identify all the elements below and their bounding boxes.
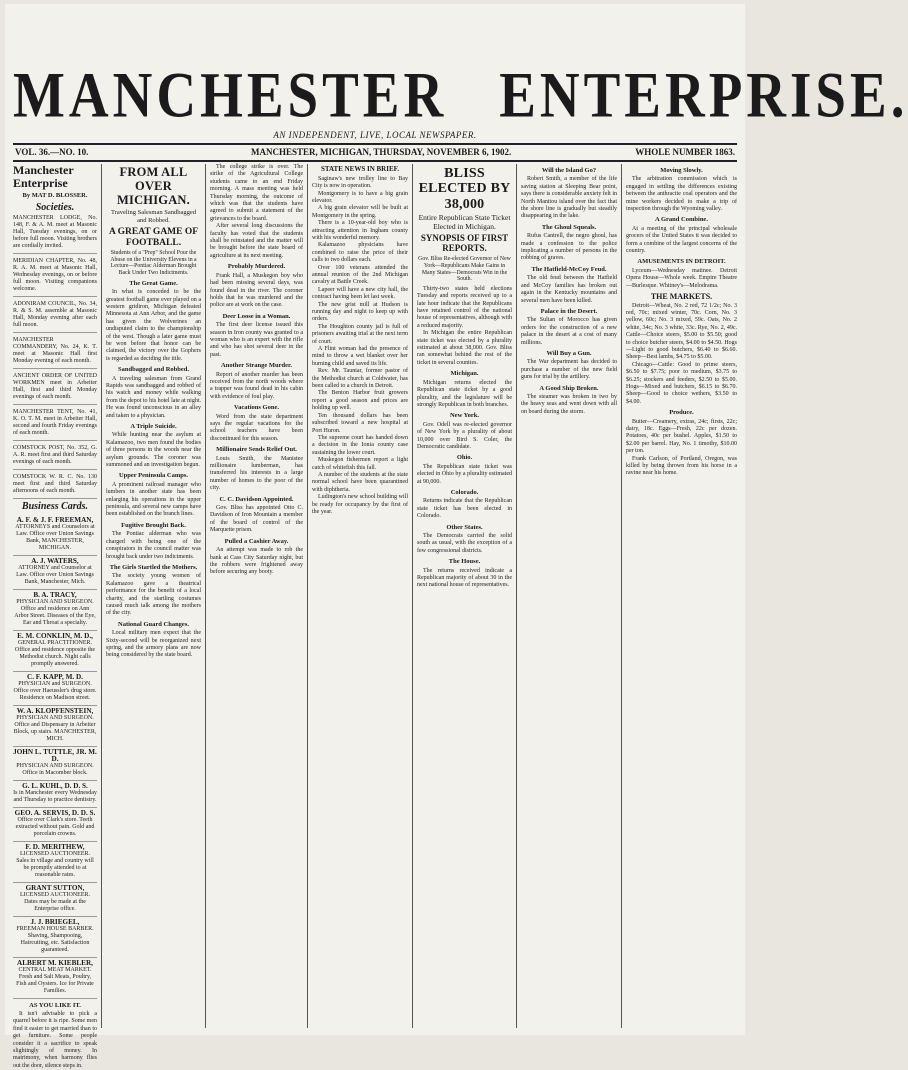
card-line: PHYSICIAN and SURGEON. Office over Haeussler's drug store. Residence on Madison street. (13, 680, 97, 701)
article-paragraph: The old feud between the Hatfield and McCoy families has broken out again in the Kentucky mountains and several men have been killed. (521, 275, 617, 304)
directory-column (13, 163, 97, 1069)
brief-item: There is a 10-year-old boy who is attracting attention in Ingham county with his wonderful memory. (312, 220, 408, 241)
card-line: Office over Clark's store. Teeth extracted without pain. Gold and porcelain crowns. (15, 816, 95, 837)
card-line: LICENSED AUCTIONEER. Sales in village and country will be promptly attended to at reasonable rates. (16, 850, 94, 878)
business-card (13, 706, 97, 747)
card-name: ALBERT M. KIEBLER, (17, 958, 93, 967)
tagline: AN INDEPENDENT, LIVE, LOCAL NEWSPAPER. (273, 130, 477, 140)
card-line: ATTORNEY and Counselor at Law. Office over Union Savings Bank, Manchester, Mich. (16, 564, 94, 585)
article-paragraph: The Sultan of Morocco has given orders for the construction of a new palace in the desert at a cost of many millions. (521, 317, 617, 346)
brief-item: Montgomery is to have a big grain elevator. (312, 190, 408, 204)
card-name: JOHN L. TUTTLE, JR. M. D. (13, 747, 97, 763)
volume-number: VOL. 36.—NO. 10. (15, 147, 89, 157)
subhead: Another Strange Murder. (221, 362, 292, 370)
article-paragraph: The Pontiac alderman who was charged with being one of the conspirators in the council matter was brought back under two indictments. (106, 531, 201, 560)
subhead: Probably Murdered. (227, 263, 286, 271)
card-name: J. J. BRIEGEL, (30, 917, 80, 926)
article-paragraph: The society young women of Kalamazoo gave a theatrical performance for the benefit of a local charity, and the startling costumes caused much talk among the mothers of the city. (106, 573, 201, 617)
article-paragraph: Local military men expect that the Sixty-second will be reorganized next spring, and the armory plans are now being considered by the state board. (106, 630, 201, 659)
article-paragraph: In what is conceded to be the greatest football game ever played on a western gridiron, Michigan defeated Minnesota at Ann Arbor, and the game has given the Wolverines an undisputed claim to the championship of the west. Though a later game must be won before that honor can be claimed, the victory over the Gophers is regarded as deciding the title. (106, 289, 201, 362)
dek-synopsis: Gov. Bliss Re-elected Governor of New York—Republicans Make Gains in Many States—Democrats Win in the South. (418, 256, 511, 283)
article-paragraph: Report of another murder has been received from the north woods where a trapper was found dead in his cabin with evidence of foul play. (210, 371, 303, 400)
michigan-news-column (106, 164, 201, 1028)
business-card (13, 958, 97, 999)
subhead: Palace in the Desert. (540, 307, 598, 315)
business-card (13, 672, 97, 706)
news-column-3 (210, 164, 303, 1028)
subhead: Vacations Gone. (234, 404, 279, 412)
subhead: Fugitive Brought Back. (121, 521, 186, 529)
business-card (13, 515, 97, 556)
card-name: A. J. WATERS, (31, 556, 79, 565)
card-line: PHYSICIAN AND SURGEON. Office in Macomber block. (16, 762, 94, 776)
headline-state-news: STATE NEWS IN BRIEF. (320, 165, 400, 173)
card-name: G. L. KUHL, D. D. S. (22, 781, 88, 790)
societies-heading: Societies. (35, 201, 75, 213)
article-paragraph: Louis Smith, the Manistee millionaire lumberman, has transferred his interests in a large number of homes to the poor of the city. (210, 455, 303, 492)
subhead: The Ghoul Squeals. (541, 223, 597, 231)
column-rule (307, 164, 308, 1028)
society-entry: MANCHESTER COMMANDERY, No. 24, K. T. meet at Masonic Hall first Monday evening of each month. (13, 337, 97, 369)
as-you-like-it-text: It isn't advisable to pick a quarrel before it is ripe. Some men find it easier to get married than to get furniture. Some people consider it a sacrifice to speak slightingly of money. In matrimony, when harmony flies out the door, silence steps in. (13, 1011, 97, 1069)
business-card (13, 747, 97, 781)
card-name: F. D. MERITHEW, (25, 842, 85, 851)
brief-item: The Benton Harbor fruit growers report a good season and prices are holding up well. (312, 390, 408, 412)
subhead: Moving Slowly. (660, 167, 703, 174)
subhead: C. C. Davidson Appointed. (219, 495, 294, 503)
article-paragraph: A prominent railroad manager who lumbers in another state has been enlarging his operations in the upper peninsula, and several new camps have been established on the branch lines. (106, 481, 201, 518)
card-line: PHYSICIAN AND SURGEON. Office and Dispensary in Arbeiter Block, up stairs. MANCHESTER, MICH. (13, 714, 97, 742)
article-paragraph: After several long discussions the faculty has voted that the students shall be reinstated and the matter will be brought before the state board of agriculture at its next meeting. (210, 223, 303, 259)
article-paragraph: An attempt was made to rob the bank at Cass City Saturday night, but the robbers were frightened away before securing any booty. (210, 547, 303, 576)
subhead: Pulled a Cashier Away. (224, 537, 289, 545)
business-card (13, 781, 97, 808)
subhead: The Hatfield-McCoy Feud. (531, 265, 607, 273)
brief-item: The supreme court has handed down a decision in the Ionia county case sustaining the lower court. (312, 434, 408, 456)
directory-byline: By MAT D. BLOSSER. (22, 192, 88, 200)
brief-item: Over 100 veterans attended the annual reunion of the 2nd Michigan cavalry at Battle Creek. (312, 264, 408, 286)
article-paragraph: Butter—Creamery, extras, 24c; firsts, 22c; dairy, 18c. Eggs—Fresh, 22c per dozen. Potatoes, 40c per bushel. Apples, $1.50 to $2.00 per barrel. Hay, No. 1 timothy, $10.00 per ton. (626, 418, 737, 455)
card-line: PHYSICIAN AND SURGEON. Office and residence on Ann Arbor Street. Diseases of the Eye, Ear and Throat a specialty. (14, 598, 96, 626)
subhead: Deer Loose in a Woman. (222, 312, 291, 320)
brief-item: A big grain elevator will be built at Montgomery in the spring. (312, 205, 408, 219)
brief-item: Ludington's new school building will be ready for occupancy by the first of the year. (312, 494, 408, 515)
article-paragraph: The Democrats carried the solid south as usual, with the exception of a few congressional districts. (417, 533, 512, 554)
card-name: GEO. A. SERVIS, D. D. S. (14, 808, 96, 817)
article-paragraph: Robert Smith, a member of the life saving station at Sleeping Bear point, says there is considerable anxiety felt in North Manitou island over the fact that the shore line is gradually but steadily disappearing in the lake. (521, 176, 617, 220)
subhead: National Guard Changes. (118, 620, 189, 628)
article-paragraph: A traveling salesman from Grand Rapids was sandbagged and robbed of his watch and money while walking from the depot to his hotel late at night. He was found unconscious in an alley and taken to a physician. (106, 375, 201, 419)
card-name: C. F. KAPP, M. D. (27, 672, 83, 681)
article-paragraph: Word from the state department says the regular vacations for the school teachers have been discontinued for this season. (210, 413, 303, 442)
society-entry: ADONIRAM COUNCIL, No. 34, R. & S. M. assemble at Masonic Hall, Monday evening after each full moon. (13, 301, 97, 333)
article-paragraph: The college strike is over. The strike of the Agricultural College students came to an end Friday morning. A mass meeting was held Thursday morning, the outcome of which was that the students have agreed to submit a statement of the grievances to the board. (210, 164, 303, 222)
subhead: Upper Peninsula Camps. (118, 472, 189, 480)
business-card (13, 883, 97, 917)
brief-item: Ten thousand dollars has been subscribed toward a new hospital at Port Huron. (312, 412, 408, 434)
business-card (13, 590, 97, 631)
society-entry: MANCHESTER LODGE, No. 148, F. & A. M. meet at Masonic Hall, Tuesday evenings, on or before full moon. Visiting brothers are cordially invited. (13, 215, 97, 254)
brief-item: Muskegon fishermen report a light catch of whitefish this fall. (312, 457, 408, 471)
business-card (13, 917, 97, 958)
card-name: A. F. & J. F. FREEMAN, (16, 515, 94, 524)
subhead: Colorado. (450, 488, 479, 496)
card-line: FREEMAN HOUSE BARBER. Shaving, Shampooing, Haircutting, etc. Satisfaction guaranteed. (16, 925, 94, 953)
masthead-right: ENTERPRISE. (499, 58, 908, 131)
whole-number: WHOLE NUMBER 1863. (635, 147, 735, 157)
article-paragraph: At a meeting of the principal wholesale grocers of the United States it was decided to form a combine of the largest concerns of the country. (626, 225, 737, 255)
masthead (13, 58, 908, 131)
subhead: The House. (448, 558, 481, 566)
dek-football: Students of a "Prep" School Pour the Abuse on the University Elevens in a Lecture—Pontiac Alderman Brought Back Under Two Indictments. (110, 250, 197, 277)
article-paragraph: In Michigan the entire Republican state ticket was elected by a plurality estimated at about 38,000. Gov. Bliss ran somewhat behind the rest of the ticket in several counties. (417, 330, 512, 366)
column-rule (621, 164, 622, 1028)
dateline-bar (13, 143, 737, 162)
subhead: A Grand Combine. (655, 216, 708, 224)
article-paragraph: Chicago—Cattle: Good to prime steers, $6.50 to $7.75; poor to medium, $3.75 to $6.25; stockers and feeders, $2.50 to $5.00. Hogs—Mixed and butchers, $6.15 to $6.70. Sheep—Good to choice wethers, $3.50 to $4.00. (626, 361, 737, 405)
card-name: B. A. TRACY, (33, 590, 77, 599)
subhead: Ohio. (456, 454, 473, 462)
article-paragraph: Gov. Bliss has appointed Otto C. Davidson of Iron Mountain a member of the board of control of the Marquette prison. (210, 505, 303, 534)
article-paragraph: Thirty-two states held elections Tuesday and reports received up to a late hour indicate that the Republicans have retained control of the national house of representatives, although with a reduced majority. (417, 285, 512, 329)
column-rule (101, 164, 102, 1028)
article-paragraph: Rufus Cantrell, the negro ghoul, has made a confession to the police implicating a number of persons in the robbing of graves. (521, 233, 617, 262)
headline-from-all-over-michigan: FROM ALL OVER MICHIGAN. (117, 165, 190, 207)
masthead-left: MANCHESTER (13, 58, 448, 131)
dek-republican-ticket: Entire Republican State Ticket Elected in Michigan. (418, 213, 511, 231)
society-entry: MERIDIAN CHAPTER, No. 48, R. A. M. meet at Masonic Hall, Wednesday evenings, on or before full moon. Visiting companions welcome. (13, 258, 97, 297)
brief-item: The Houghton county jail is full of prisoners awaiting trial at the next term of court. (312, 323, 408, 345)
brief-item: A number of the students at the state normal school have been quarantined with diphtheria. (312, 471, 408, 493)
place-date: MANCHESTER, MICHIGAN, THURSDAY, NOVEMBER 6, 1902. (251, 147, 512, 157)
card-line: LICENSED AUCTIONEER. Dates may be made at the Enterprise office. (20, 891, 90, 912)
subhead: New York. (449, 412, 479, 420)
markets-heading: THE MARKETS. (650, 292, 713, 302)
article-paragraph: Lyceum—Wednesday matinee. Detroit Opera House—Whole week. Empire Theatre—Burlesque. Whitney's—Melodrama. (626, 267, 737, 289)
subhead: Millionaire Sends Relief Out. (216, 446, 297, 454)
as-you-like-it-heading: AS YOU LIKE IT. (29, 1001, 81, 1009)
article-paragraph: The returns received indicate a Republican majority of about 30 in the next national house of representatives. (417, 567, 512, 589)
business-card (13, 842, 97, 883)
article-paragraph: The steamer was broken in two by the heavy seas and went down with all on board during the storm. (521, 393, 617, 415)
subhead: AMUSEMENTS IN DETROIT. (637, 258, 726, 266)
society-entry: ANCIENT ORDER OF UNITED WORKMEN meet in Arbeiter Hall, first and third Monday evenings of each month. (13, 373, 97, 405)
subhead: Michigan. (450, 370, 479, 378)
article-paragraph: The Republican state ticket was elected in Ohio by a plurality estimated at 90,000. (417, 463, 512, 485)
brief-item: Saginaw's new trolley line to Bay City is now in operation. (312, 175, 408, 190)
subhead: A Good Ship Broken. (539, 384, 599, 392)
headline-synopsis: SYNOPSIS OF FIRST REPORTS. (420, 233, 509, 254)
brief-item: Lapeer will have a new city hall, the contract having been let last week. (312, 286, 408, 301)
card-name: GRANT SUTTON, (25, 883, 85, 892)
business-card (13, 808, 97, 842)
subhead: A Triple Suicide. (130, 423, 177, 430)
society-entry: COMSTOCK W. R. C. No. 130 meet first and third Saturday afternoons of each month. (13, 474, 97, 499)
election-column (417, 164, 512, 1028)
subhead: Sandbagged and Robbed. (118, 366, 189, 374)
column-rule (412, 164, 413, 1028)
article-paragraph: Michigan returns elected the Republican state ticket by a good plurality, and the legislature will be strongly Republican in both branches. (417, 379, 512, 408)
society-entry: COMSTOCK POST, No. 352, G. A. R. meet first and third Saturday evenings of each month. (13, 445, 97, 470)
business-card (13, 556, 97, 590)
subhead: The Girls Startled the Mothers. (109, 563, 198, 571)
state-news-column (312, 164, 408, 1028)
headline-football: A GREAT GAME OF FOOTBALL. (108, 227, 199, 248)
newspaper-page (5, 4, 908, 1069)
card-name: E. M. CONKLIN, M. D., (17, 631, 93, 640)
subhead: The Great Game. (129, 279, 178, 287)
subhead: Will Buy a Gun. (546, 349, 592, 357)
column-rule (516, 164, 517, 1028)
article-paragraph: Returns indicate that the Republican state ticket has been elected in Colorado. (417, 498, 512, 520)
brief-item: The new grist mill at Hudson is running day and night to keep up with orders. (312, 301, 408, 323)
card-line: CENTRAL MEAT MARKET. Fresh and Salt Meats, Poultry, Fish and Oysters. Ice for Private Families. (16, 966, 94, 994)
subhead: Will the Island Go? (541, 167, 597, 174)
business-card (13, 631, 97, 672)
brief-item: Rev. Mr. Tauntar, former pastor of the Methodist church at Coldwater, has been called to a church in Detroit. (312, 368, 408, 390)
markets-column (626, 164, 737, 1028)
subhead: Produce. (669, 409, 694, 417)
card-line: GENERAL PRACTITIONER. Office and residence opposite the Methodist church. Night calls promptly answered. (14, 639, 96, 667)
brief-item: A Flint woman had the presence of mind to throw a wet blanket over her burning child and saved its life. (312, 346, 408, 367)
article-paragraph: Frank Carlson, of Portland, Oregon, was killed by being thrown from his horse in a ravine near his home. (626, 455, 737, 477)
headline-bliss-elected: BLISS ELECTED BY 38,000 (418, 166, 511, 212)
article-paragraph: Detroit—Wheat, No. 2 red, 72 1/2c; No. 3 red, 70c; mixed winter, 70c. Corn, No. 3 yellow, 60c; No. 3 mixed, 59c. Oats, No. 2 white, 34c; No. 3 white, 33c. Rye, No. 2, 49c. Cattle—Choice steers, $5.00 to $5.50; good to choice butcher steers, $4.00 to $4.50. Hogs—Light to good butchers, $6.40 to $6.60. Sheep—Best lambs, $4.75 to $5.00. (626, 302, 737, 361)
business-cards-heading: Business Cards. (21, 501, 89, 513)
card-name: W. A. KLOPFENSTEIN, (16, 706, 94, 715)
column-rule (205, 164, 206, 1028)
article-paragraph: The first deer license issued this season in Iron county was granted to a woman who is an expert with the rifle and who has shot several deer in the past. (210, 322, 303, 358)
card-line: ATTORNEYS and Counselors at Law. Office over Union Savings Bank, MANCHESTER, MICHIGAN. (15, 523, 95, 551)
article-paragraph: The War department has decided to purchase a number of the new field guns for trial by the artillery. (521, 359, 617, 381)
article-paragraph: Gov. Odell was re-elected governor of New York by a plurality of about 10,000 over Bird S. Coler, the Democratic candidate. (417, 421, 512, 450)
subhead: Other States. (446, 523, 483, 531)
directory-title: Manchester Enterprise (13, 163, 74, 191)
article-paragraph: Frank Hall, a Muskegon boy who had been missing several days, was found dead in the river. The coroner holds that he was murdered and the police are at work on the case. (210, 272, 303, 309)
article-paragraph: The arbitration commission which is engaged in settling the differences existing between the anthracite coal operators and the mine workers decided to make a trip of inspection through the Wyoming valley. (626, 176, 737, 213)
dek-salesman: Traveling Salesman Sandbagged and Robbed. (111, 209, 196, 224)
brief-item: Kalamazoo physicians have combined to raise the price of their calls to two dollars each. (312, 242, 408, 264)
article-paragraph: While hunting near the asylum at Kalamazoo, two men found the bodies of three persons in the woods near the asylum grounds. The coroner was summoned and an investigation begun. (106, 432, 201, 469)
society-entry: MANCHESTER TENT, No. 41, K. O. T. M. meet in Arbeiter Hall, second and fourth Friday evenings of each month. (13, 409, 97, 441)
card-line: Is in Manchester every Wednesday and Thursday to practice dentistry. (13, 789, 97, 803)
news-column-6 (521, 164, 617, 1028)
